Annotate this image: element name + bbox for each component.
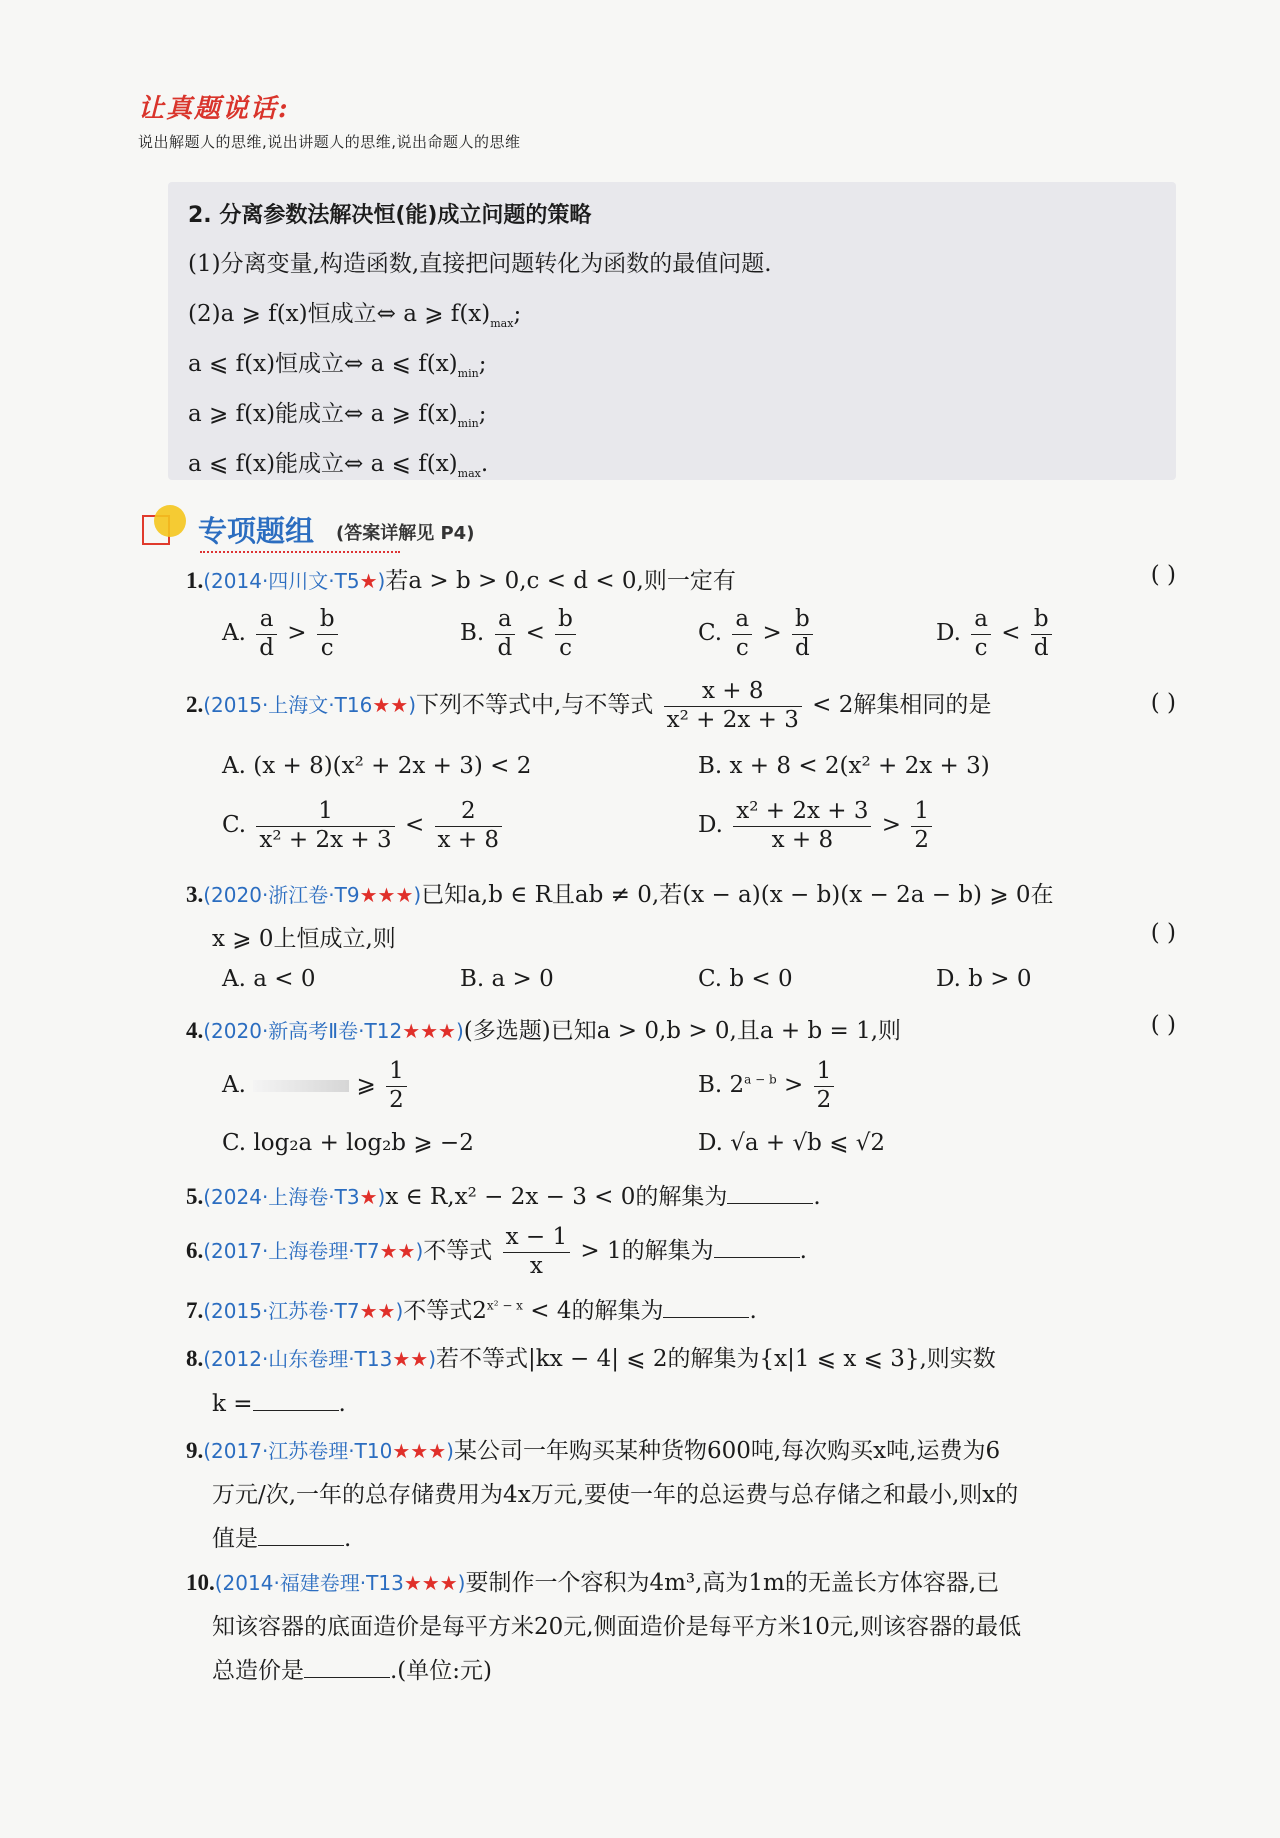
- q1-option-a-op: >: [287, 620, 307, 647]
- q10-end: .(单位:元): [390, 1658, 493, 1684]
- q1-number: 1.: [186, 568, 204, 593]
- frac-num: a: [495, 606, 516, 635]
- q1-option-c-frac1: [732, 606, 752, 662]
- frac-num: b: [1031, 606, 1052, 635]
- q4-option-a-label: A.: [222, 1072, 246, 1099]
- q4-answer-paren: ( ): [1150, 1012, 1176, 1038]
- q1-option-c-frac2: [792, 606, 813, 662]
- q2-option-c-frac1: [256, 798, 394, 854]
- frac-num: 1: [814, 1058, 835, 1087]
- q6-stars: ★★: [379, 1239, 416, 1264]
- q10-number: 10.: [186, 1570, 215, 1595]
- q1-answer-paren: ( ): [1150, 562, 1176, 588]
- q3-source-text: (2020·浙江卷·T9: [203, 883, 360, 907]
- q3-option-b: B. a > 0: [460, 966, 554, 992]
- q4-option-b: [698, 1058, 837, 1114]
- q6-text-a: 不等式: [423, 1238, 493, 1265]
- q1-option-d-frac1: [971, 606, 991, 662]
- question-5: [186, 1178, 821, 1211]
- q9-number: 9.: [186, 1438, 204, 1463]
- q6-source-close: ): [415, 1239, 424, 1264]
- section-note: (答案详解见 P4): [336, 523, 475, 544]
- strategy-line-5-text: a ⩽ f(x)能成立⇔ a ⩽ f(x): [188, 451, 458, 477]
- page-header: [138, 88, 521, 152]
- q4-option-b-label: B. 2: [698, 1072, 745, 1099]
- q4-text: (多选题)已知a > 0,b > 0,且a + b = 1,则: [463, 1018, 902, 1044]
- frac-den: 2: [914, 826, 930, 853]
- question-3: [186, 876, 1054, 909]
- q10-text-3: 总造价是: [212, 1658, 304, 1684]
- q4-source-close: ): [455, 1019, 464, 1043]
- q1-option-d-label: D.: [936, 620, 961, 647]
- section-underline: [200, 551, 400, 553]
- q1-source-close: ): [377, 569, 386, 593]
- q1-option-b-frac2: [555, 606, 576, 662]
- q3-stars: ★★★: [359, 883, 414, 907]
- q2-source-close: ): [408, 693, 417, 718]
- q10-answer-blank[interactable]: [304, 1657, 390, 1678]
- q7-source: [203, 1299, 403, 1323]
- frac-num: b: [555, 606, 576, 635]
- q3-source: [203, 883, 421, 907]
- subslogan: 说出解题人的思维,说出讲题人的思维,说出命题人的思维: [138, 133, 521, 151]
- frac-den: d: [795, 634, 810, 661]
- frac-den: d: [259, 634, 274, 661]
- q2-option-d-frac2: [911, 798, 932, 854]
- q4-option-b-op: >: [784, 1072, 804, 1099]
- q1-option-a: [222, 606, 341, 662]
- q2-option-c-label: C.: [222, 812, 247, 839]
- frac-num: 1: [386, 1058, 407, 1087]
- frac-den: c: [320, 634, 334, 661]
- q1-option-b-op: <: [525, 620, 545, 647]
- strategy-line-3: [188, 339, 1156, 389]
- frac-den: x: [529, 1252, 543, 1279]
- frac-num: a: [732, 606, 752, 635]
- q6-answer-blank[interactable]: [714, 1237, 800, 1258]
- q1-option-b-label: B.: [460, 620, 485, 647]
- q1-option-d-op: <: [1001, 620, 1021, 647]
- q10-text: 要制作一个容积为4m³,高为1m的无盖长方体容器,已: [465, 1570, 1000, 1596]
- q4-option-a-frac: [386, 1058, 407, 1114]
- q2-option-a: A. (x + 8)(x² + 2x + 3) < 2: [222, 753, 532, 779]
- strategy-line-2-text: (2)a ⩾ f(x)恒成立⇔ a ⩾ f(x): [188, 301, 491, 327]
- strategy-line-2: [188, 289, 1156, 339]
- frac-num: x + 8: [664, 678, 802, 707]
- frac-num: 1: [256, 798, 394, 827]
- q4-option-b-sup: a − b: [744, 1072, 777, 1087]
- question-8: [186, 1340, 996, 1373]
- slogan: 让真题说话:: [138, 94, 290, 124]
- q8-source-close: ): [428, 1347, 437, 1371]
- section-title: 专项题组: [198, 514, 315, 548]
- strategy-line-5-end: .: [480, 451, 489, 477]
- q4-option-b-frac: [814, 1058, 835, 1114]
- q9-answer-blank[interactable]: [258, 1525, 344, 1546]
- q1-source: [203, 569, 385, 593]
- strategy-line-5-sub: max: [457, 467, 481, 480]
- frac-num: b: [317, 606, 338, 635]
- q5-stars: ★: [359, 1185, 378, 1209]
- q8-text: 若不等式|kx − 4| ⩽ 2的解集为{x|1 ⩽ x ⩽ 3},则实数: [436, 1346, 996, 1372]
- q2-option-d-frac1: [733, 798, 871, 854]
- frac-num: a: [256, 606, 277, 635]
- question-9: [186, 1432, 1000, 1465]
- q2-option-b: B. x + 8 < 2(x² + 2x + 3): [698, 753, 990, 779]
- q1-stars: ★: [359, 569, 378, 593]
- q7-answer-blank[interactable]: [663, 1297, 749, 1318]
- q1-option-b-frac1: [495, 606, 516, 662]
- question-6: [186, 1224, 807, 1280]
- q1-option-a-label: A.: [222, 620, 246, 647]
- frac-den: x² + 2x + 3: [259, 826, 392, 853]
- q1-option-d-frac2: [1031, 606, 1052, 662]
- q9-text-line-2: 万元/次,一年的总存储费用为4x万元,要使一年的总运费与总存储之和最小,则x的: [212, 1482, 1019, 1508]
- q2-option-c-frac2: [435, 798, 503, 854]
- q3-option-a: A. a < 0: [222, 966, 316, 992]
- q3-option-c: C. b < 0: [698, 966, 793, 992]
- q8-answer-blank[interactable]: [253, 1390, 339, 1411]
- strategy-line-2-end: ;: [513, 301, 522, 327]
- q3-text-line-2: x ⩾ 0上恒成立,则: [212, 926, 396, 952]
- q4-source-text: (2020·新高考Ⅱ卷·T12: [203, 1019, 403, 1043]
- strategy-line-4: [188, 389, 1156, 439]
- q5-source-close: ): [377, 1185, 386, 1209]
- q7-source-close: ): [395, 1299, 404, 1323]
- q7-stars: ★★: [359, 1299, 396, 1323]
- strategy-line-4-end: ;: [478, 401, 487, 427]
- frac-den: c: [974, 634, 988, 661]
- q2-option-d: [698, 798, 935, 854]
- q10-source-text: (2014·福建卷理·T13: [214, 1571, 404, 1595]
- q5-number: 5.: [186, 1184, 204, 1209]
- q1-option-c: [698, 606, 816, 662]
- q2-text-b: < 2解集相同的是: [812, 692, 992, 719]
- q7-text-a: 不等式2: [403, 1298, 487, 1324]
- strategy-line-3-text: a ⩽ f(x)恒成立⇔ a ⩽ f(x): [188, 351, 458, 377]
- q7-exponent: x² − x: [486, 1298, 523, 1313]
- q10-text-line-2: 知该容器的底面造价是每平方米20元,侧面造价是每平方米10元,则该容器的最低: [212, 1614, 1022, 1640]
- q2-answer-paren: ( ): [1150, 690, 1176, 716]
- strategy-line-3-end: ;: [478, 351, 487, 377]
- strategy-title: 2. 分离参数法解决恒(能)成立问题的策略: [188, 203, 592, 228]
- q1-option-a-frac2: [317, 606, 338, 662]
- q1-source-text: (2014·四川文·T5: [203, 569, 360, 593]
- q9-end: .: [344, 1526, 352, 1552]
- frac-num: x² + 2x + 3: [733, 798, 871, 827]
- q1-option-a-frac1: [256, 606, 277, 662]
- q2-source: [203, 693, 416, 717]
- q6-text-b: > 1的解集为: [580, 1238, 714, 1265]
- q4-option-a-op: ⩾: [356, 1072, 376, 1099]
- strategy-line-5: [188, 439, 1156, 489]
- q5-source-text: (2024·上海卷·T3: [203, 1185, 360, 1209]
- q2-fraction: [664, 678, 802, 734]
- q3-number: 3.: [186, 882, 204, 907]
- section-header: [140, 505, 640, 555]
- frac-den: c: [559, 634, 572, 661]
- q6-end: .: [799, 1238, 807, 1265]
- frac-num: 2: [435, 798, 503, 827]
- smudged-expression: [253, 1080, 349, 1092]
- q2-stars: ★★: [372, 693, 409, 718]
- strategy-line-4-text: a ⩾ f(x)能成立⇔ a ⩾ f(x): [188, 401, 458, 427]
- q4-option-d: D. √a + √b ⩽ √2: [698, 1130, 886, 1156]
- q8-text-2: k =: [212, 1391, 253, 1417]
- q6-number: 6.: [186, 1238, 204, 1264]
- question-4: [186, 1012, 901, 1045]
- q9-text-line-3: [212, 1520, 351, 1553]
- q1-option-c-label: C.: [698, 620, 723, 647]
- frac-den: d: [1033, 634, 1049, 661]
- q6-source: [203, 1239, 423, 1263]
- q7-source-text: (2015·江苏卷·T7: [203, 1299, 360, 1323]
- q9-source-close: ): [446, 1439, 454, 1463]
- q8-end: .: [338, 1391, 346, 1417]
- frac-num: b: [792, 606, 813, 635]
- q9-source-text: (2017·江苏卷理·T10: [203, 1439, 393, 1463]
- q4-source: [203, 1019, 464, 1043]
- strategy-line-2-sub: max: [490, 317, 514, 330]
- frac-den: d: [497, 634, 513, 661]
- q3-option-d: D. b > 0: [936, 966, 1032, 992]
- q7-text-b: < 4的解集为: [522, 1298, 664, 1324]
- q3-answer-paren: ( ): [1150, 920, 1176, 946]
- q2-option-c-op: <: [404, 812, 425, 839]
- q2-number: 2.: [186, 692, 204, 718]
- frac-den: c: [735, 634, 749, 661]
- q9-source: [203, 1439, 454, 1463]
- q5-source: [203, 1185, 385, 1209]
- strategy-line-1: (1)分离变量,构造函数,直接把问题转化为函数的最值问题.: [188, 251, 772, 277]
- q10-text-line-3: [212, 1652, 492, 1685]
- q10-stars: ★★★: [403, 1571, 458, 1595]
- frac-num: 1: [911, 798, 932, 827]
- q7-end: .: [749, 1298, 757, 1324]
- q4-option-c: C. log₂a + log₂b ⩾ −2: [222, 1130, 474, 1156]
- q10-source-close: ): [457, 1571, 466, 1595]
- section-dot-icon: [154, 505, 186, 537]
- q8-text-line-2: [212, 1390, 346, 1417]
- frac-den: x² + 2x + 3: [666, 706, 799, 733]
- q7-number: 7.: [186, 1298, 204, 1323]
- frac-den: x + 8: [771, 826, 834, 853]
- q5-answer-blank[interactable]: [727, 1183, 813, 1204]
- strategy-line-4-sub: min: [457, 417, 479, 430]
- frac-num: a: [971, 606, 991, 635]
- q4-number: 4.: [186, 1018, 204, 1043]
- q9-text-3: 值是: [212, 1526, 258, 1552]
- question-7: [186, 1292, 757, 1325]
- q3-source-close: ): [413, 883, 422, 907]
- q8-source-text: (2012·山东卷理·T13: [203, 1347, 393, 1371]
- q9-stars: ★★★: [392, 1439, 447, 1463]
- q2-text-a: 下列不等式中,与不等式: [416, 692, 654, 719]
- q5-end: .: [813, 1184, 821, 1210]
- q5-text: x ∈ R,x² − 2x − 3 < 0的解集为: [385, 1184, 728, 1210]
- frac-den: 2: [816, 1086, 832, 1113]
- question-2: [186, 678, 991, 734]
- q9-text: 某公司一年购买某种货物600吨,每次购买x吨,运费为6: [453, 1438, 1001, 1464]
- frac-den: 2: [389, 1086, 404, 1113]
- q3-text: 已知a,b ∈ R且ab ≠ 0,若(x − a)(x − b)(x − 2a − b) ⩾ 0在: [421, 882, 1054, 908]
- q2-option-c: [222, 798, 505, 854]
- q4-option-a: [222, 1058, 410, 1114]
- frac-den: x + 8: [437, 826, 500, 853]
- q1-option-b: [460, 606, 579, 662]
- q8-number: 8.: [186, 1346, 204, 1371]
- strategy-box: [168, 182, 1176, 480]
- q4-stars: ★★★: [402, 1019, 456, 1043]
- q6-fraction: [503, 1224, 571, 1280]
- q8-source: [203, 1347, 436, 1371]
- question-10: [186, 1564, 999, 1597]
- question-1: [186, 562, 736, 595]
- q10-source: [215, 1571, 466, 1595]
- q1-option-c-op: >: [762, 620, 782, 647]
- strategy-line-3-sub: min: [457, 367, 479, 380]
- q8-stars: ★★: [392, 1347, 429, 1371]
- q1-option-d: [936, 606, 1055, 662]
- q2-option-d-op: >: [881, 812, 902, 839]
- frac-num: x − 1: [503, 1224, 571, 1253]
- q2-source-text: (2015·上海文·T16: [203, 693, 373, 718]
- q6-source-text: (2017·上海卷理·T7: [203, 1239, 380, 1264]
- q2-option-d-label: D.: [698, 812, 723, 839]
- q1-text: 若a > b > 0,c < d < 0,则一定有: [385, 568, 736, 594]
